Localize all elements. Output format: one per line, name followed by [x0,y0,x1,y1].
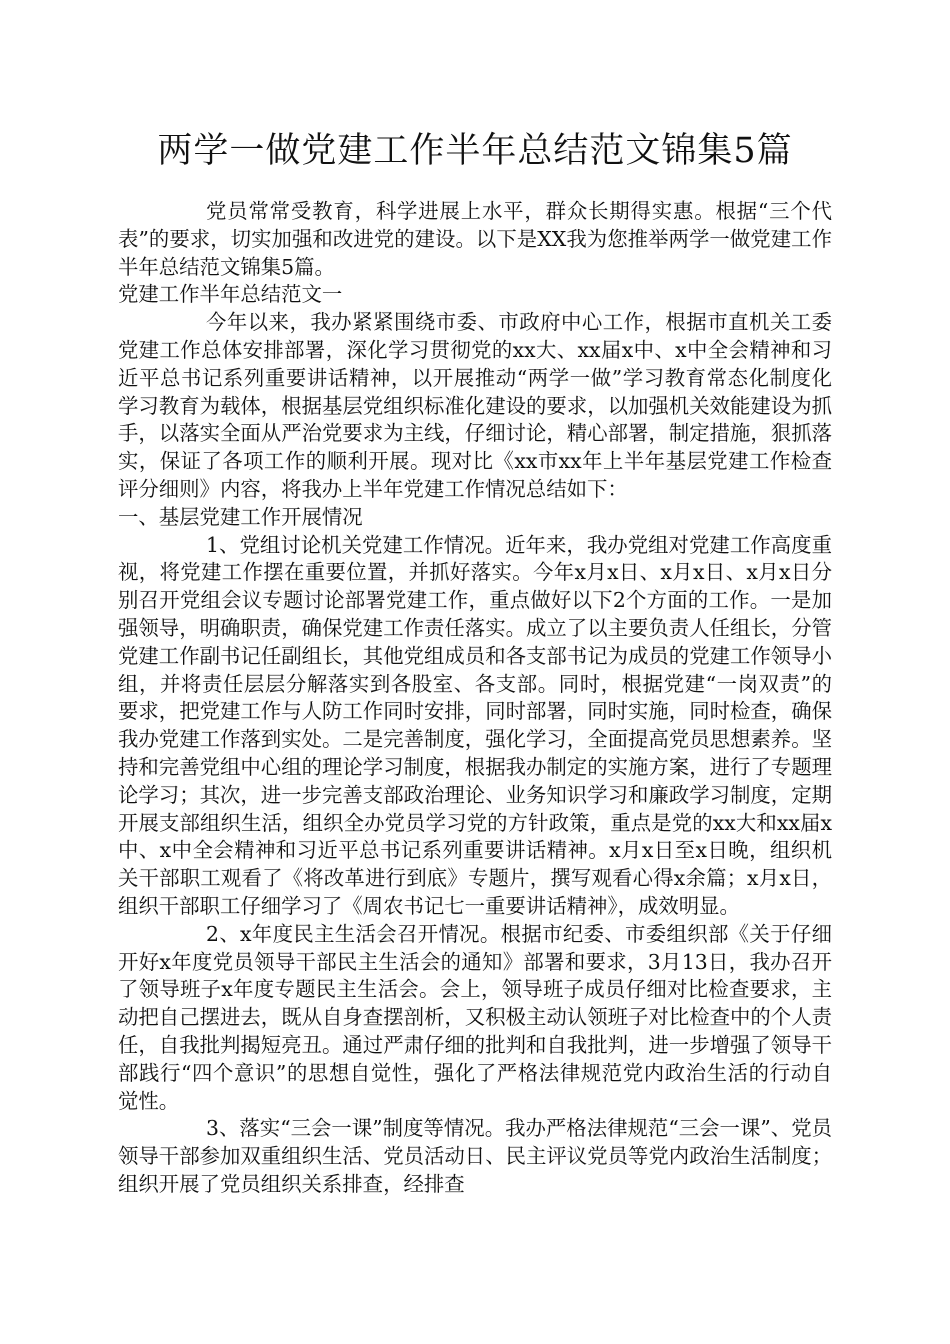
document-body [118,198,832,1199]
item-3: 3、落实“三会一课”制度等情况。我办严格法律规范“三会一课”、党员领导干部参加双重组织生活、党员活动日、民主评议党员等党内政治生活制度；组织开展了党员组织关系排查，经排查 [118,1116,832,1196]
item-1: 1、党组讨论机关党建工作情况。近年来，我办党组对党建工作高度重视，将党建工作摆在重要位置，并抓好落实。今年x月x日、x月x日、x月x日分别召开党组会议专题讨论部署党建工作，重点做好以下2个方面的工作。一是加强领导，明确职责，确保党建工作责任落实。成立了以主要负责人任组长，分管党建工作副书记任副组长，其他党组成员和各支部书记为成员的党建工作领导小组，并将责任层层分解落实到各股室、各支部。同时，根据党建“一岗双责”的要求，把党建工作与人防工作同时安排，同时部署，同时实施，同时检查，确保我办党建工作落到实处。二是完善制度，强化学习，全面提高党员思想素养。坚持和完善党组中心组的理论学习制度，根据我办制定的实施方案，进行了专题理论学习；其次，进一步完善支部政治理论、业务知识学习和廉政学习制度，定期开展支部组织生活，组织全办党员学习党的方针政策，重点是党的xx大和xx届x中、x中全会精神和习近平总书记系列重要讲话精神。x月x日至x日晚，组织机关干部职工观看了《将改革进行到底》专题片，撰写观看心得x余篇；x月x日，组织干部职工仔细学习了《周农书记七一重要讲话精神》，成效明显。 [118,532,832,918]
item-2: 2、x年度民主生活会召开情况。根据市纪委、市委组织部《关于仔细开好x年度党员领导干部民主生活会的通知》部署和要求，3月13日，我办召开了领导班子x年度专题民主生活会。会上，领导班子成员仔细对比检查要求，主动把自己摆进去，既从自身查摆剖析，又积极主动认领班子对比检查中的个人责任，自我批判揭短亮丑。通过严肃仔细的批判和自我批判，进一步增强了领导干部践行“四个意识”的思想自觉性，强化了严格法律规范党内政治生活的行动自觉性。 [118,921,832,1113]
intro-paragraph: 党员常常受教育，科学进展上水平，群众长期得实惠。根据“三个代表”的要求，切实加强和改进党的建设。以下是XX我为您推举两学一做党建工作半年总结范文锦集5篇。 [118,199,832,279]
heading-1: 一、基层党建工作开展情况 [118,504,363,529]
document-title: 两学一做党建工作半年总结范文锦集5篇 [157,131,793,171]
section-title: 党建工作半年总结范文一 [118,282,343,307]
paragraph-1: 今年以来，我办紧紧围绕市委、市政府中心工作，根据市直机关工委党建工作总体安排部署，深化学习贯彻党的xx大、xx届x中、x中全会精神和习近平总书记系列重要讲话精神，以开展推动“两学一做”学习教育常态化制度化学习教育为载体，根据基层党组织标准化建设的要求，以加强机关效能建设为抓手，以落实全面从严治党要求为主线，仔细讨论，精心部署，制定措施，狠抓落实，保证了各项工作的顺利开展。现对比《xx市xx年上半年基层党建工作检查评分细则》内容，将我办上半年党建工作情况总结如下： [118,310,832,501]
